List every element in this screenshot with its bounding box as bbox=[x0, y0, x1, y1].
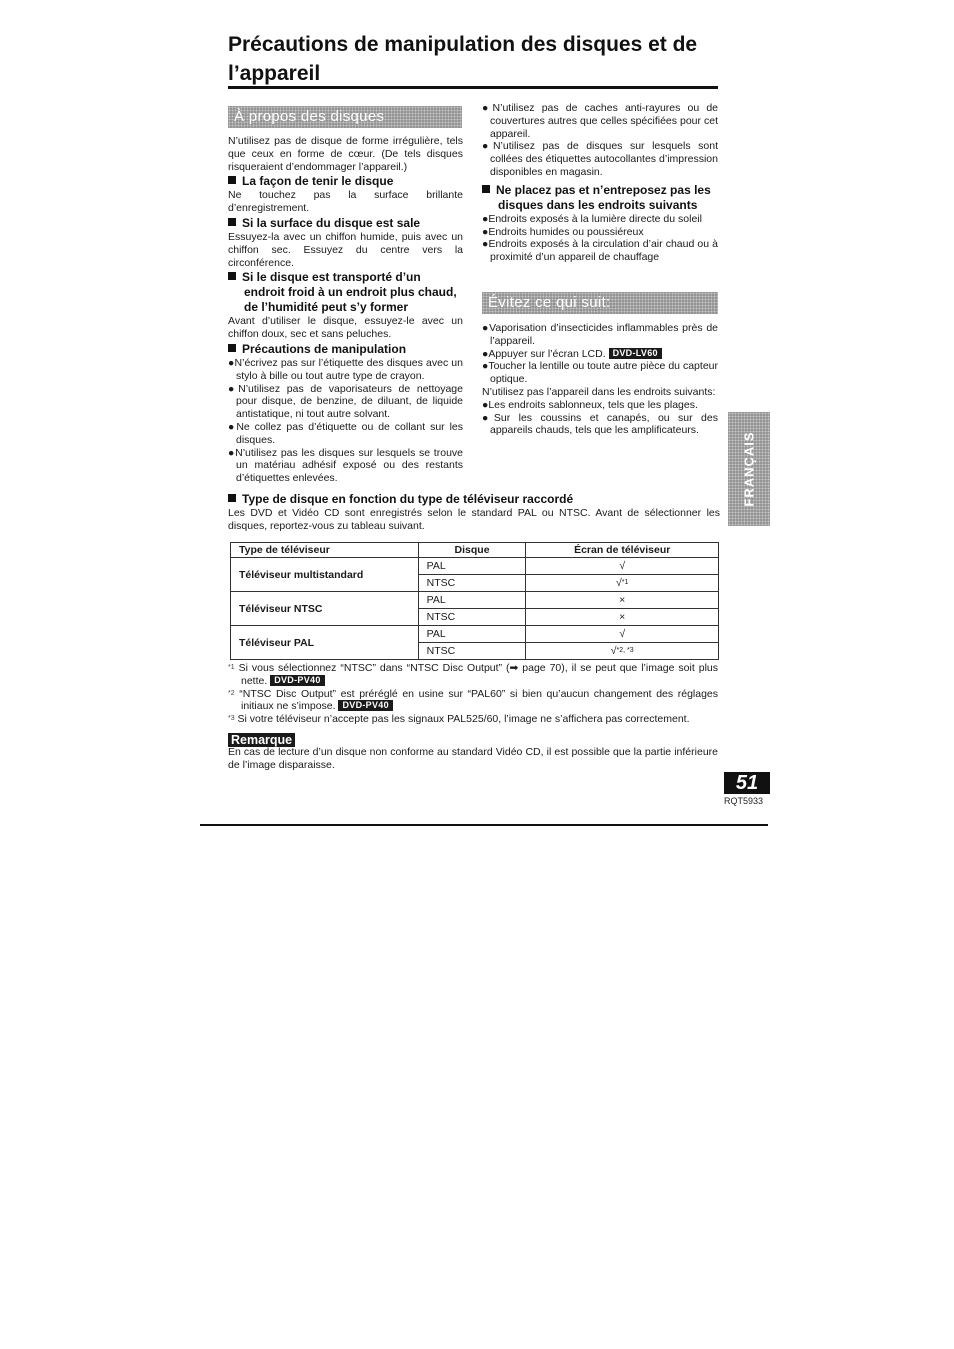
disc-cell: PAL bbox=[418, 626, 526, 643]
screen-cell: × bbox=[526, 592, 719, 609]
screen-cell: √*2, *3 bbox=[526, 643, 719, 660]
tv-compatibility-table bbox=[230, 542, 719, 660]
section-banner-disques: À propos des disques bbox=[228, 106, 462, 128]
table-row bbox=[231, 558, 719, 575]
bullet-item: ●Toucher la lentille ou toute autre pièce du capteur optique. bbox=[482, 360, 718, 386]
disc-cell: NTSC bbox=[418, 643, 526, 660]
disc-cell: PAL bbox=[418, 592, 526, 609]
bullet-item: ●Appuyer sur l’écran LCD. DVD-LV60 bbox=[482, 348, 718, 361]
footnote: *3 Si votre téléviseur n’accepte pas les signaux PAL525/60, l’image ne s’affichera pas correctement. bbox=[228, 713, 690, 726]
right-column-bottom bbox=[482, 322, 718, 437]
screen-cell: × bbox=[526, 609, 719, 626]
language-side-tab bbox=[728, 412, 770, 526]
screen-cell: √ bbox=[526, 626, 719, 643]
text-tenir: Ne touchez pas la surface brillante d’enregistrement. bbox=[228, 189, 463, 215]
footnote: *1 Si vous sélectionnez “NTSC” dans “NTSC Disc Output” (➡ page 70), il se peut que l’image soit plus nette. DVD-PV40 bbox=[228, 662, 718, 687]
square-bullet-icon bbox=[228, 272, 236, 280]
footnote: *2 “NTSC Disc Output” est préréglé en usine sur “PAL60” si bien qu’aucun changement des réglages initiaux ne s’impose. DVD-PV40 bbox=[228, 687, 719, 713]
disc-cell: PAL bbox=[418, 558, 526, 575]
bullet-item: ●Vaporisation d’insecticides inflammables près de l’appareil. bbox=[482, 322, 718, 347]
bullet-item: ●Ne collez pas d’étiquette ou de collant sur les disques. bbox=[228, 420, 463, 446]
disc-cell: NTSC bbox=[418, 609, 526, 626]
screen-cell: √*1 bbox=[526, 575, 719, 592]
remarque-text: En cas de lecture d’un disque non conforme au standard Vidéo CD, il est possible que la partie inférieure de l’image disparaisse. bbox=[228, 746, 718, 771]
table-header: Disque bbox=[418, 543, 526, 558]
table-header-row bbox=[231, 543, 719, 558]
table-header: Écran de téléviseur bbox=[526, 543, 719, 558]
heading-sale: Si la surface du disque est sale bbox=[228, 216, 463, 231]
square-bullet-icon bbox=[228, 494, 236, 502]
tv-section bbox=[228, 491, 720, 533]
page-title: Précautions de manipulation des disques et de l’appareil bbox=[228, 33, 698, 85]
tv-type-cell: Téléviseur multistandard bbox=[231, 558, 419, 592]
tv-type-cell: Téléviseur NTSC bbox=[231, 592, 419, 626]
right-column-top bbox=[482, 102, 718, 264]
left-column bbox=[228, 135, 463, 485]
tv-section-text: Les DVD et Vidéo CD sont enregistrés selon le standard PAL ou NTSC. Avant de sélectionner les disques, reportez-vous zu tableau suivant. bbox=[228, 507, 720, 532]
square-bullet-icon bbox=[228, 176, 236, 184]
text-sale: Essuyez-la avec un chiffon humide, puis avec un chiffon sec. Essuyez du centre vers la circonférence. bbox=[228, 230, 463, 269]
page-number: 51 bbox=[724, 772, 770, 794]
title-rule bbox=[228, 86, 718, 89]
footnote-ref: *2, *3 bbox=[616, 647, 634, 654]
table-header: Type de téléviseur bbox=[231, 543, 419, 558]
section-banner-evitez: Évitez ce qui suit: bbox=[482, 292, 718, 314]
footnote-ref: *1 bbox=[621, 579, 629, 586]
bullet-item: ●Endroits humides ou poussiéreux bbox=[482, 225, 644, 238]
table-row bbox=[231, 626, 719, 643]
bottom-rule bbox=[200, 824, 768, 826]
bullet-item: ●N’utilisez pas de vaporisateurs de nettoyage pour disque, de benzine, de diluant, de liquide antistatique, ni tout autre solvant. bbox=[228, 382, 463, 421]
bullet-item: ●N’utilisez pas de caches anti-rayures ou de couvertures autres que celles spécifiées pour cet appareil. bbox=[482, 102, 718, 140]
heading-tv-type: Type de disque en fonction du type de téléviseur raccordé bbox=[228, 492, 720, 507]
model-tag: DVD-PV40 bbox=[270, 675, 324, 686]
square-bullet-icon bbox=[228, 344, 236, 352]
intro-text: N’utilisez pas de disque de forme irrégulière, tels que ceux en forme de cœur. (De tels disques risqueraient d’endommager l’appareil.) bbox=[228, 135, 463, 173]
square-bullet-icon bbox=[482, 185, 490, 193]
bullet-item: ●Endroits exposés à la circulation d’air chaud ou à proximité d’un appareil de chauffage bbox=[482, 238, 718, 264]
bullet-item: ●N’écrivez pas sur l’étiquette des disques avec un stylo à bille ou tout autre type de crayon. bbox=[228, 356, 463, 382]
square-bullet-icon bbox=[228, 218, 236, 226]
footnotes bbox=[228, 662, 718, 726]
document-code: RQT5933 bbox=[724, 796, 764, 806]
bullet-item: ●N’utilisez pas les disques sur lesquels se trouve un matériau adhésif exposé ou des restants d’étiquettes enlevées. bbox=[228, 446, 463, 485]
tv-type-cell: Téléviseur PAL bbox=[231, 626, 419, 660]
bullet-item: ●Endroits exposés à la lumière directe du soleil bbox=[482, 212, 702, 225]
heading-manipulation: Précautions de manipulation bbox=[228, 342, 463, 357]
bullet-item: ●Les endroits sablonneux, tels que les plages. bbox=[482, 398, 698, 411]
model-tag: DVD-PV40 bbox=[338, 700, 392, 711]
heading-humidite: Si le disque est transporté d’un endroit froid à un endroit plus chaud, de l’humidité peut s’y former bbox=[228, 270, 463, 315]
heading-tenir: La façon de tenir le disque bbox=[228, 174, 463, 189]
table-row bbox=[231, 592, 719, 609]
bullet-item: ●N’utilisez pas de disques sur lesquels sont collées des étiquettes autocollantes d’impression disponibles en magasin. bbox=[482, 140, 718, 178]
bullet-item: ●Sur les coussins et canapés, ou sur des appareils chauds, tels que les amplificateurs. bbox=[482, 411, 718, 437]
model-tag: DVD-LV60 bbox=[609, 348, 662, 359]
disc-cell: NTSC bbox=[418, 575, 526, 592]
avoid-intro: N’utilisez pas l’appareil dans les endroits suivants: bbox=[482, 385, 716, 398]
screen-cell: √ bbox=[526, 558, 719, 575]
remarque-label: Remarque bbox=[228, 733, 295, 747]
heading-endroits: Ne placez pas et n’entreposez pas les disques dans les endroits suivants bbox=[482, 183, 718, 213]
language-label: FRANÇAIS bbox=[741, 431, 757, 507]
text-humidite: Avant d’utiliser le disque, essuyez-le avec un chiffon doux, sec et sans peluches. bbox=[228, 315, 463, 341]
